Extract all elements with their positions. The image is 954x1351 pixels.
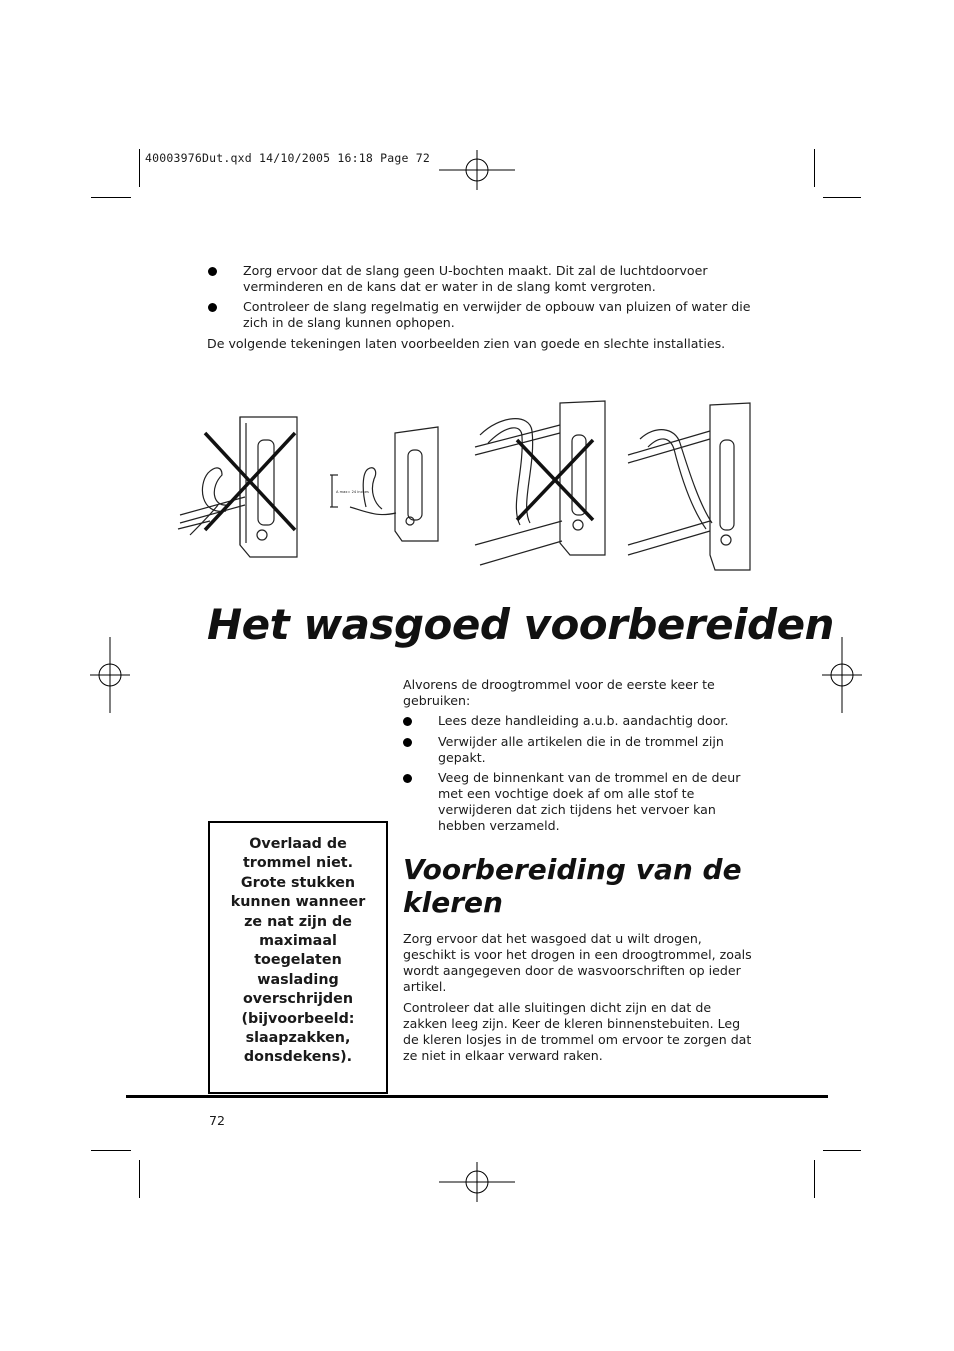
prep-intro: Alvorens de droogtrommel voor de eerste keer te gebruiken: <box>403 677 715 708</box>
top-bullet-1: Zorg ervoor dat de slang geen U-bochten maakt. Dit zal de luchtdoorvoer verminderen en de kans dat er water in de slang komt vergroten. <box>243 263 708 294</box>
crop-mark <box>91 1150 131 1151</box>
crop-mark <box>91 197 131 198</box>
crop-mark <box>814 149 815 187</box>
illustration-bad-2 <box>475 401 605 565</box>
bullet-icon <box>403 774 412 783</box>
sub-heading: Voorbereiding van de kleren <box>403 853 742 919</box>
paragraph-2: Controleer dat alle sluitingen dicht zijn en dat de zakken leeg zijn. Keer de kleren binnenstebuiten. Leg de kleren losjes in de trommel om ervoor te zorgen dat ze niet in elkaar verward raken. <box>403 1000 752 1063</box>
prep-bullet-3: Veeg de binnenkant van de trommel en de deur met een vochtige doek af om alle stof te verwijderen dat zich tijdens het vervoer kan hebben verzameld. <box>438 770 741 833</box>
paragraph-1: Zorg ervoor dat het wasgoed dat u wilt drogen, geschikt is voor het drogen in een droogtrommel, zoals wordt aangegeven door de wasvoorschriften op ieder artikel. <box>403 931 752 994</box>
illustration-good-1 <box>330 427 438 541</box>
crop-mark <box>814 1160 815 1198</box>
crop-mark <box>823 1150 861 1151</box>
crop-mark <box>139 1160 140 1198</box>
bullet-icon <box>208 303 217 312</box>
intro-line: De volgende tekeningen laten voorbeelden zien van goede en slechte installaties. <box>207 336 726 351</box>
installation-illustrations <box>170 395 770 575</box>
warning-box: Overlaad de trommel niet. Grote stukken kunnen wanneer ze nat zijn de maximaal toegelaten waslading overschrijden (bijvoorbeeld: slaapzakken, donsdekens). <box>208 821 388 1094</box>
registration-mark-icon <box>439 132 515 208</box>
svg-text:A max= 24 inches: A max= 24 inches <box>336 490 369 494</box>
crop-mark <box>823 197 861 198</box>
footer-rule <box>126 1095 828 1098</box>
top-bullet-2: Controleer de slang regelmatig en verwijder de opbouw van pluizen of water die zich in de slang kunnen ophopen. <box>243 299 751 330</box>
registration-mark-icon <box>72 637 148 713</box>
bullet-icon <box>403 738 412 747</box>
illustration-bad-1 <box>178 417 297 557</box>
prep-bullet-1: Lees deze handleiding a.u.b. aandachtig door. <box>438 713 729 728</box>
bullet-icon <box>208 267 217 276</box>
illustration-good-2 <box>628 403 750 570</box>
crop-mark <box>139 149 140 187</box>
prep-bullet-2: Verwijder alle artikelen die in de trommel zijn gepakt. <box>438 734 724 765</box>
bullet-icon <box>403 717 412 726</box>
printer-slug: 40003976Dut.qxd 14/10/2005 16:18 Page 72 <box>145 151 430 165</box>
page-number: 72 <box>209 1113 226 1128</box>
registration-mark-icon <box>439 1144 515 1220</box>
main-heading: Het wasgoed voorbereiden <box>207 600 834 649</box>
